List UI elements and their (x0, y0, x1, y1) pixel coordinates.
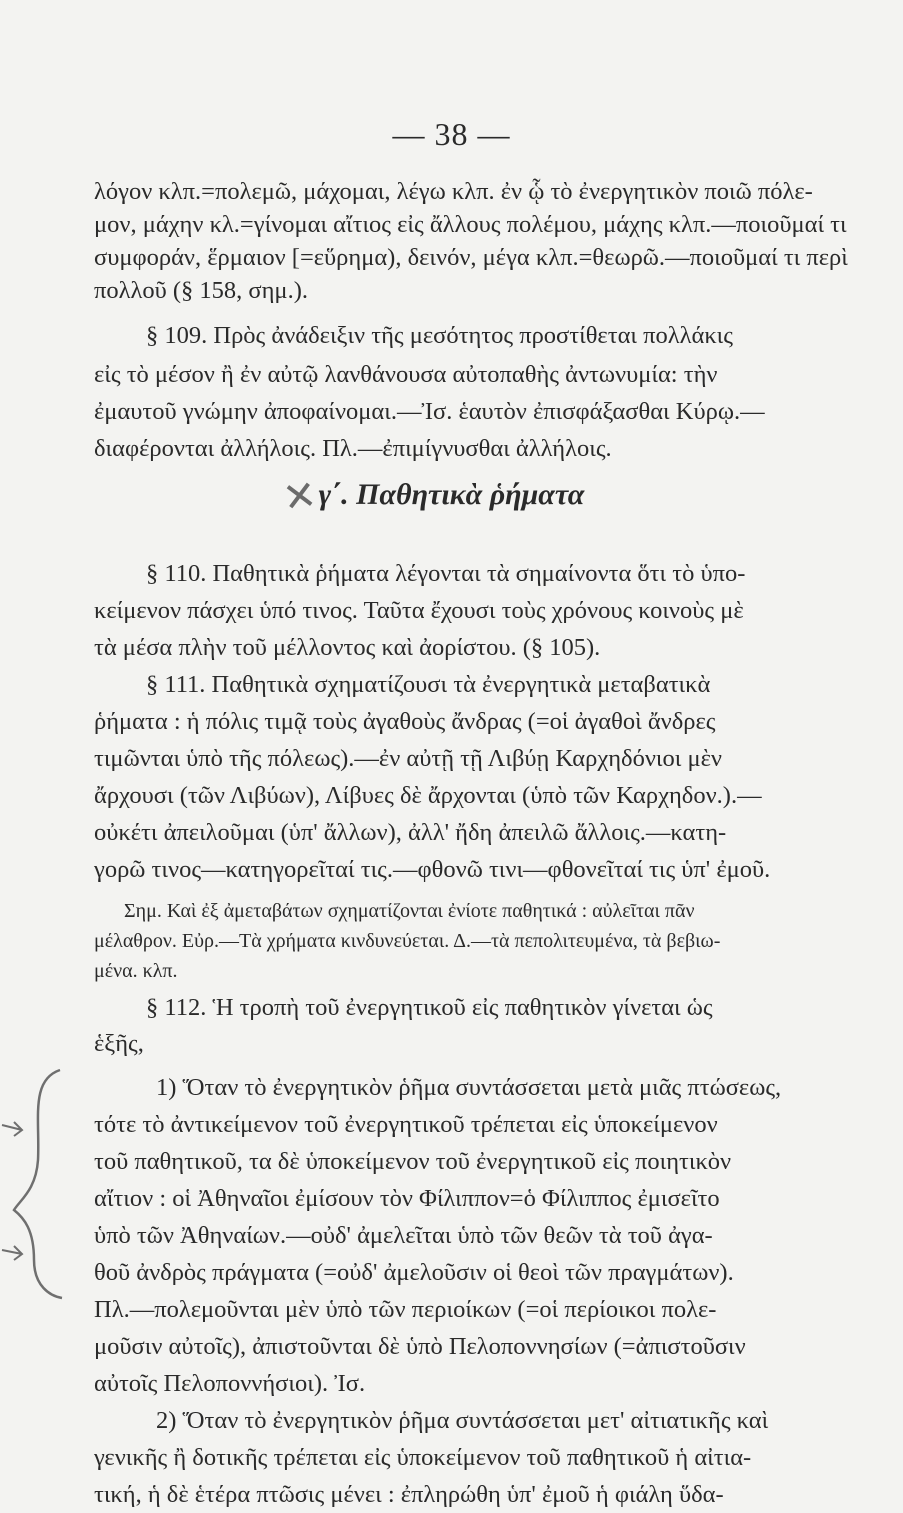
text-line: κείμενον πάσχει ὑπό τινος. Ταῦτα ἔχουσι τοὺς χρόνους κοινοὺς μὲ (94, 597, 744, 624)
note-line: Σημ. Καὶ ἐξ ἀμεταβάτων σχηματίζονται ἐνίοτε παθητικά : αὐλεῖται πᾶν (124, 900, 695, 922)
text-line: ῥήματα : ἡ πόλις τιμᾷ τοὺς ἀγαθοὺς ἄνδρας (=οἱ ἀγαθοὶ ἄνδρες (94, 708, 716, 735)
text-line: αὐτοῖς Πελοποννήσιοι). Ἰσ. (94, 1370, 366, 1397)
pencil-x-mark: ✕ (279, 471, 320, 523)
text-line: διαφέρονται ἀλλήλοις. Πλ.—ἐπιμίγνυσθαι ἀλλήλοις. (94, 435, 612, 462)
note-line: μέλαθρον. Εὐρ.—Τὰ χρήματα κινδυνεύεται. Δ.—τὰ πεπολιτευμένα, τὰ βεβιω- (94, 930, 721, 952)
text-line: τική, ἡ δὲ ἑτέρα πτῶσις μένει : ἐπληρώθη ὑπ' ἐμοῦ ἡ φιάλη ὕδα- (94, 1481, 724, 1508)
text-line: τὰ μέσα πλὴν τοῦ μέλλοντος καὶ ἀορίστου. (§ 105). (94, 634, 601, 661)
text-line: μον, μάχην κλ.=γίνομαι αἴτιος εἰς ἄλλους πολέμου, μάχης κλπ.—ποιοῦμαί τι (94, 211, 847, 238)
text-line: λόγον κλπ.=πολεμῶ, μάχομαι, λέγω κλπ. ἐν ᾧ τὸ ἐνεργητικὸν ποιῶ πόλε- (94, 178, 813, 205)
section-heading: γ΄. Παθητικὰ ῥήματα (318, 478, 585, 511)
text-line: τοῦ παθητικοῦ, τα δὲ ὑποκείμενον τοῦ ἐνεργητικοῦ εἰς ποιητικὸν (94, 1148, 732, 1175)
text-line: πολλοῦ (§ 158, σημ.). (94, 277, 308, 304)
text-line: τότε τὸ ἀντικείμενον τοῦ ἐνεργητικοῦ τρέπεται εἰς ὑποκείμενον (94, 1111, 718, 1138)
text-line: μοῦσιν αὐτοῖς), ἀπιστοῦνται δὲ ὑπὸ Πελοποννησίων (=ἀπιστοῦσιν (94, 1333, 746, 1360)
text-line: οὐκέτι ἀπειλοῦμαι (ὑπ' ἄλλων), ἀλλ' ἤδη ἀπειλῶ ἄλλοις.—κατη- (94, 819, 727, 846)
text-line: γορῶ τινος—κατηγορεῖταί τις.—φθονῶ τινι—φθονεῖταί τις ὑπ' ἐμοῦ. (94, 856, 771, 883)
text-line: 2) Ὅταν τὸ ἐνεργητικὸν ῥῆμα συντάσσεται μετ' αἰτιατικῆς καὶ (156, 1407, 769, 1434)
text-line: εἰς τὸ μέσον ἢ ἐν αὐτῷ λανθάνουσα αὐτοπαθὴς ἀντωνυμία: τὴν (94, 361, 718, 388)
page-number: — 38 — (392, 116, 511, 152)
pencil-margin-brace-icon (0, 1060, 80, 1300)
text-line: συμφοράν, ἕρμαιον [=εὕρημα), δεινόν, μέγα κλπ.=θεωρῶ.—ποιοῦμαί τι περὶ (94, 244, 848, 271)
text-line: τιμῶνται ὑπὸ τῆς πόλεως).—ἐν αὐτῇ τῇ Λιβύῃ Καρχηδόνιοι μὲν (94, 745, 722, 772)
text-line: Πλ.—πολεμοῦνται μὲν ὑπὸ τῶν περιοίκων (=οἱ περίοικοι πολε- (94, 1296, 717, 1323)
text-line: γενικῆς ἢ δοτικῆς τρέπεται εἰς ὑποκείμενον τοῦ παθητικοῦ ἡ αἰτια- (94, 1444, 752, 1471)
text-line: ἐμαυτοῦ γνώμην ἀποφαίνομαι.—Ἰσ. ἑαυτὸν ἐπισφάξασθαι Κύρῳ.— (94, 398, 765, 425)
note-line: μένα. κλπ. (94, 960, 178, 982)
paragraph-110-start: § 110. Παθητικὰ ῥήματα λέγονται τὰ σημαίνοντα ὅτι τὸ ὑπο- (146, 560, 746, 587)
text-line: αἴτιον : οἱ Ἀθηναῖοι ἐμίσουν τὸν Φίλιππον=ὁ Φίλιππος ἐμισεῖτο (94, 1185, 720, 1212)
text-line: 1) Ὅταν τὸ ἐνεργητικὸν ῥῆμα συντάσσεται μετὰ μιᾶς πτώσεως, (156, 1074, 782, 1101)
paragraph-109-start: § 109. Πρὸς ἀνάδειξιν τῆς μεσότητος προστίθεται πολλάκις (146, 322, 733, 349)
paragraph-112-start: § 112. Ἡ τροπὴ τοῦ ἐνεργητικοῦ εἰς παθητικὸν γίνεται ὡς (146, 994, 713, 1021)
paragraph-111-start: § 111. Παθητικὰ σχηματίζουσι τὰ ἐνεργητικὰ μεταβατικὰ (146, 671, 711, 698)
text-line: ἄρχουσι (τῶν Λιβύων), Λίβυες δὲ ἄρχονται (ὑπὸ τῶν Καρχηδον.).— (94, 782, 762, 809)
text-line: ἑξῆς, (94, 1030, 144, 1057)
text-line: ὑπὸ τῶν Ἀθηναίων.—οὐδ' ἀμελεῖται ὑπὸ τῶν θεῶν τὰ τοῦ ἀγα- (94, 1222, 713, 1249)
text-line: θοῦ ἀνδρὸς πράγματα (=οὐδ' ἀμελοῦσιν οἱ θεοὶ τῶν πραγμάτων). (94, 1259, 734, 1286)
